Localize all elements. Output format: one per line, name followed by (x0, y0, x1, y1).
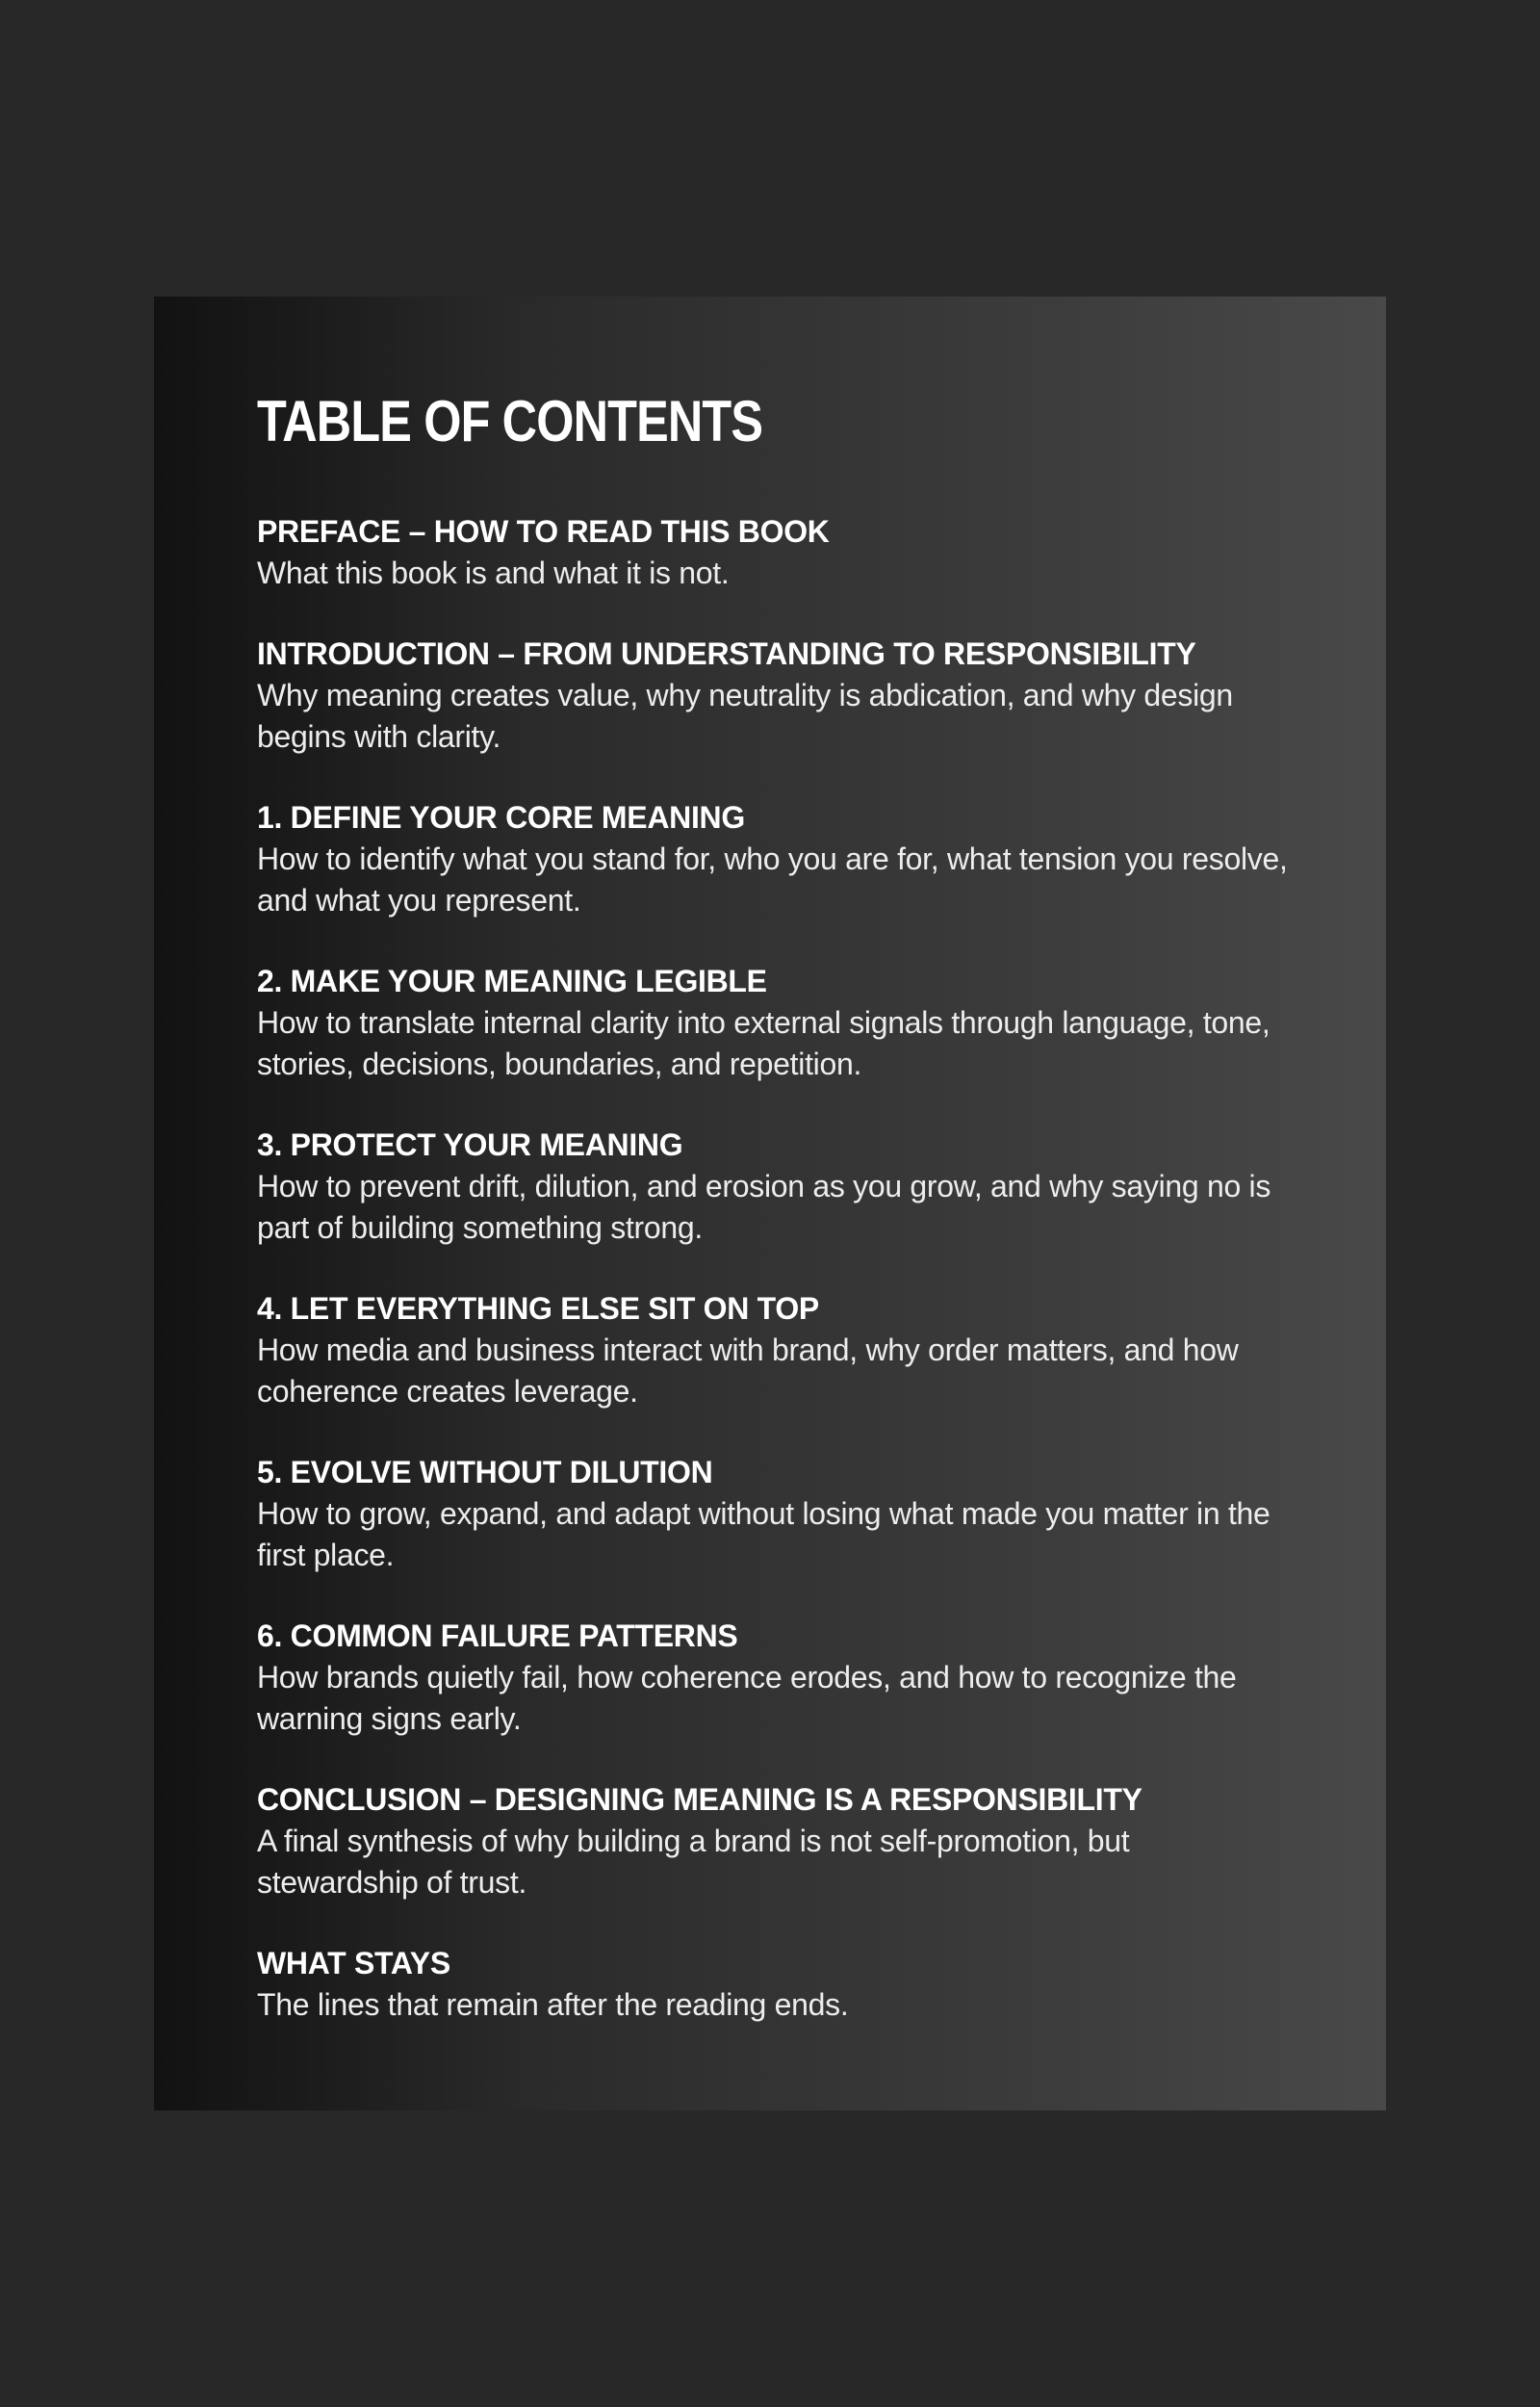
toc-entry-description: How brands quietly fail, how coherence erodes, and how to recognize the warning signs early. (257, 1660, 1237, 1736)
toc-title: TABLE OF CONTENTS (257, 389, 763, 453)
toc-entry-description: How to grow, expand, and adapt without losing what made you matter in the first place. (257, 1496, 1270, 1572)
toc-entry-heading: INTRODUCTION – FROM UNDERSTANDING TO RESPONSIBILITY (257, 636, 1196, 671)
toc-entry-heading: PREFACE – HOW TO READ THIS BOOK (257, 514, 830, 549)
toc-entry-description: Why meaning creates value, why neutrality is abdication, and why design begins with clarity. (257, 678, 1233, 754)
toc-entry-chapter-1 (257, 796, 1296, 921)
toc-entry-description: How media and business interact with brand, why order matters, and how coherence creates leverage. (257, 1333, 1239, 1409)
toc-entry-heading: 6. COMMON FAILURE PATTERNS (257, 1618, 738, 1653)
toc-entry-heading: 2. MAKE YOUR MEANING LEGIBLE (257, 964, 767, 998)
toc-entry-introduction (257, 633, 1296, 758)
toc-entry-description: How to identify what you stand for, who you are for, what tension you resolve, and what you represent. (257, 841, 1288, 918)
toc-entry-heading: 5. EVOLVE WITHOUT DILUTION (257, 1455, 713, 1489)
toc-entry-chapter-2 (257, 960, 1296, 1085)
toc-entry-heading: 1. DEFINE YOUR CORE MEANING (257, 800, 745, 835)
toc-entry-what-stays (257, 1942, 1296, 2026)
toc-entry-description: A final synthesis of why building a brand is not self-promotion, but stewardship of trust. (257, 1824, 1130, 1900)
toc-entry-heading: 3. PROTECT YOUR MEANING (257, 1127, 683, 1162)
toc-entry-description: How to translate internal clarity into external signals through language, tone, stories, decisions, boundaries, and repetition. (257, 1005, 1270, 1081)
toc-entry-heading: 4. LET EVERYTHING ELSE SIT ON TOP (257, 1291, 819, 1326)
toc-entry-chapter-5 (257, 1451, 1296, 1576)
book-page (154, 297, 1386, 2110)
toc-entry-description: The lines that remain after the reading ends. (257, 1987, 849, 2022)
toc-entry-description: How to prevent drift, dilution, and erosion as you grow, and why saying no is part of building something strong. (257, 1169, 1271, 1245)
toc-entry-chapter-3 (257, 1124, 1296, 1249)
toc-entry-heading: CONCLUSION – DESIGNING MEANING IS A RESPONSIBILITY (257, 1782, 1142, 1817)
toc-entry-heading: WHAT STAYS (257, 1946, 450, 1980)
toc-entry-chapter-6 (257, 1615, 1296, 1740)
toc-entry-preface (257, 510, 1296, 594)
toc-entry-description: What this book is and what it is not. (257, 556, 730, 590)
toc-entry-chapter-4 (257, 1287, 1296, 1412)
table-of-contents (257, 383, 1296, 2064)
toc-entry-conclusion (257, 1778, 1296, 1903)
